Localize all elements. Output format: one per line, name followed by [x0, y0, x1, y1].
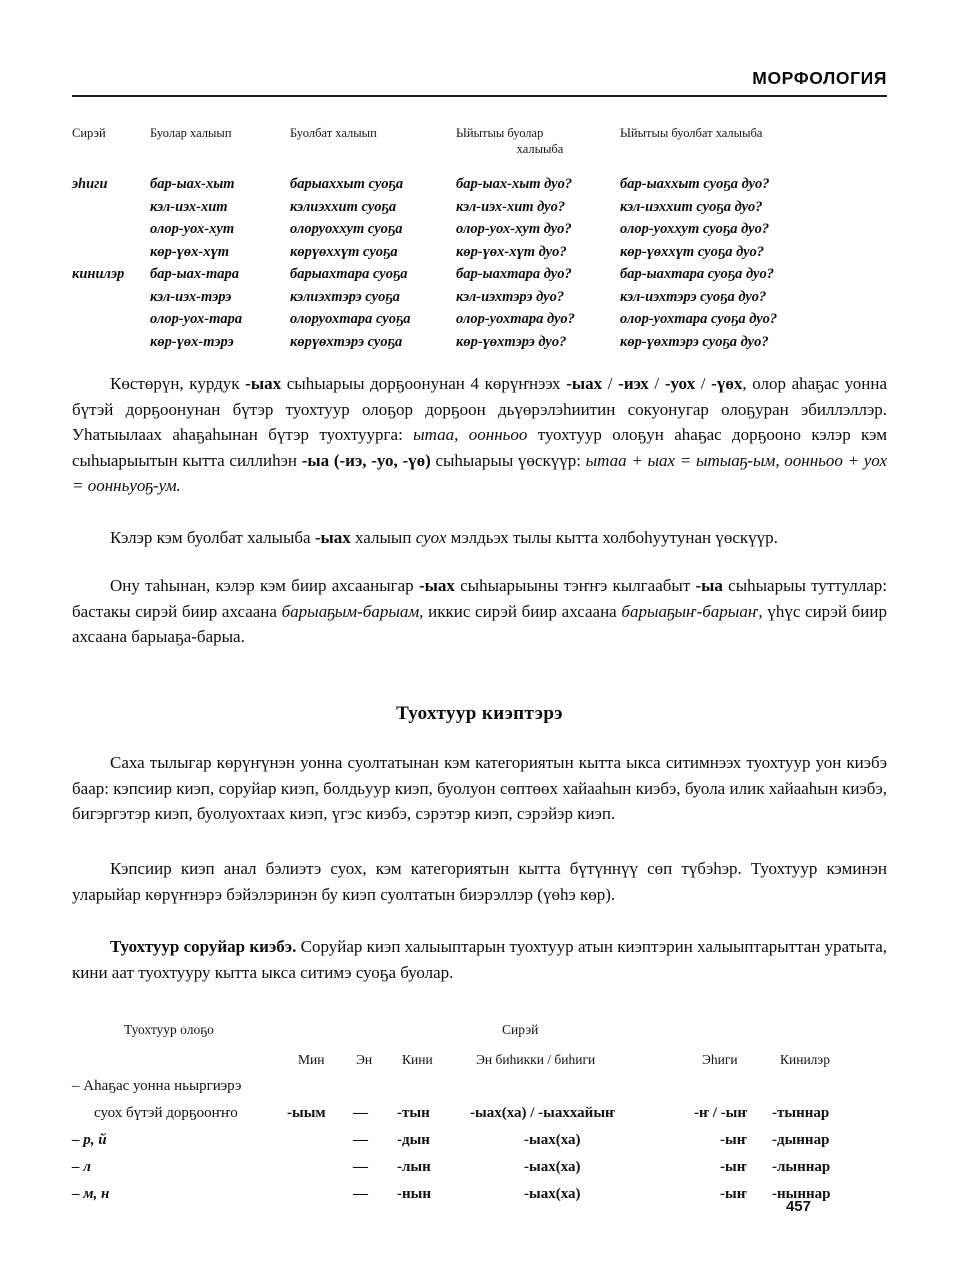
conjugation-table	[72, 1022, 887, 1213]
cell-interrogative-negative: кэл-иэххит суоҕа дуо?	[620, 198, 763, 215]
conjugation-row-1-en: —	[353, 1132, 368, 1148]
conjugation-row-1-label: – р, й	[72, 1132, 107, 1148]
cell-interrogative: көр-үөхтэрэ дуо?	[456, 333, 567, 350]
cell-affirmative: бар-ыах-хыт	[150, 176, 235, 193]
cell-interrogative-negative: бар-ыаххыт суоҕа дуо?	[620, 176, 770, 193]
conjugation-row-2-kini: -лын	[397, 1159, 431, 1175]
paradigm-header-interrogative-line2: халыыба	[516, 141, 564, 156]
cell-negative: кэлиэхтэрэ суоҕа	[290, 288, 400, 305]
table-row	[72, 263, 887, 286]
conjugation-row-1-kiniler: -дыннар	[772, 1132, 830, 1148]
conjugation-row-label-line	[72, 1078, 887, 1105]
paragraph-6: Туохтуур соруйар киэбэ. Соруйар киэп халыыптарын туохтуур атын киэптэрин халыыптарыттан уратыта, кини аат туохтууру кытта ыкса ситимэ суоҕа буолар.	[72, 937, 887, 982]
conjugation-table-body	[72, 1078, 887, 1213]
table-row	[72, 241, 887, 264]
conjugation-row-3-both: -ыах(ха)	[524, 1186, 581, 1202]
cell-interrogative-negative: кэл-иэхтэрэ суоҕа дуо?	[620, 288, 767, 305]
paradigm-table-header-row	[72, 126, 887, 157]
paradigm-header-interrogative-line1: Ыйытыы буолар	[456, 126, 544, 140]
conjugation-row-0-kiniler: -тыннар	[772, 1105, 830, 1121]
cell-person	[72, 196, 150, 219]
conjugation-row-1-both: -ыах(ха)	[524, 1132, 581, 1148]
table-row	[72, 286, 887, 309]
section-heading: Туохтуур киэптэрэ	[396, 703, 563, 724]
table-row	[72, 308, 887, 331]
cell-negative: кэлиэххит суоҕа	[290, 198, 397, 215]
cell-affirmative: олор-уох-тара	[150, 311, 243, 328]
table-row	[72, 173, 887, 196]
paragraph-3: Ону таһынан, кэлэр кэм биир ахсааныгар -ыах сыһыарыыны тэҥҥэ кылгаабыт -ыа сыһыарыы туттуллар: бастакы сирэй биир ахсаана барыаҕым-барыам, иккис сирэй биир ахсаана барыаҕыҥ-барыаҥ, үһүс сирэй биир ахсаана барыаҕа-барыа.	[72, 576, 888, 647]
cell-negative: барыаххыт суоҕа	[290, 176, 404, 193]
paragraph-5: Кэпсиир киэп анал бэлиэтэ суох, кэм категориятын кытта бүтүннүү сөп түбэһэр. Туохтуур кэминэн уларыйар көрүҥнэрэ бэйэлэринэн бу киэп суолтатын биэрэллэр (үөһэ көр).	[72, 859, 887, 904]
paradigm-header-negative-line1: Буолбат халыып	[290, 126, 377, 140]
cell-person: кинилэр	[72, 266, 125, 283]
cell-affirmative: олор-уох-хут	[150, 221, 235, 238]
cell-interrogative: көр-үөх-хүт дуо?	[456, 243, 567, 260]
table-row	[72, 196, 887, 219]
conjugation-row-3-ehigi: -ыҥ	[720, 1186, 747, 1202]
cell-interrogative-negative: бар-ыахтара суоҕа дуо?	[620, 266, 774, 283]
paragraph-2: Кэлэр кэм буолбат халыыба -ыах халыып суох мэлдьэх тылы кытта холбоһуутунан үөскүүр.	[110, 528, 778, 547]
cell-interrogative-negative: көр-үөхтэрэ суоҕа дуо?	[620, 333, 769, 350]
conjugation-header-row	[72, 1052, 887, 1078]
conjugation-title-stem: Туохтуур олоҕо	[124, 1022, 214, 1037]
page-number: 457	[785, 1198, 811, 1215]
cell-interrogative-negative: олор-уоххут суоҕа дуо?	[620, 221, 770, 238]
cell-negative: олоруохтара суоҕа	[290, 311, 411, 328]
cell-interrogative: кэл-иэхтэрэ дуо?	[456, 288, 565, 305]
header-rule	[72, 95, 887, 97]
cell-interrogative: кэл-иэх-хит дуо?	[456, 198, 566, 215]
cell-negative: барыахтара суоҕа	[290, 266, 408, 283]
cell-interrogative-negative: олор-уохтара суоҕа дуо?	[620, 311, 778, 328]
conjugation-row-2-both: -ыах(ха)	[524, 1159, 581, 1175]
cell-interrogative-negative: көр-үөххүт суоҕа дуо?	[620, 243, 765, 260]
paradigm-header-person	[72, 126, 150, 157]
cell-person	[72, 331, 150, 354]
cell-interrogative: олор-уох-хут дуо?	[456, 221, 572, 238]
paradigm-header-interrogative	[456, 126, 620, 157]
paradigm-header-person-line1: Сирэй	[72, 126, 106, 140]
cell-negative: көрүөххүт суоҕа	[290, 243, 398, 260]
paragraph-4: Саха тылыгар көрүҥүнэн уонна суолтатынан кэм категориятын кытта ыкса ситимнээх туохтуур уон киэбэ баар: кэпсиир киэп, соруйар киэп, болдьуур киэп, буолуон сөптөөх хайааһын киэбэ, буола илик хайааһын киэбэ, бигэргэтэр киэп, буолуохтаах киэп, үгэс киэбэ, сэрэтэр киэп, сэрэйэр киэп.	[72, 753, 887, 824]
conjugation-row-0-en: —	[353, 1105, 368, 1121]
conjugation-row-0-label-line1: – Аһаҕас уонна ньыргиэрэ	[72, 1078, 242, 1094]
cell-person	[72, 308, 150, 331]
conjugation-table-titles	[72, 1022, 887, 1044]
cell-person: эһиги	[72, 176, 108, 193]
table-row	[72, 1159, 887, 1186]
conjugation-row-3-kini: -нын	[397, 1186, 431, 1202]
cell-affirmative: көр-үөх-хүт	[150, 243, 230, 260]
paradigm-table	[72, 126, 887, 353]
cell-affirmative: кэл-иэх-хит	[150, 198, 228, 215]
paradigm-header-affirmative	[150, 126, 290, 157]
running-head: МОРФОЛОГИЯ	[752, 68, 887, 88]
conjugation-row-0-kini: -тын	[397, 1105, 430, 1121]
paradigm-header-interrogative-negative-line1: Ыйытыы буолбат халыыба	[620, 126, 763, 140]
cell-negative: олоруоххут суоҕа	[290, 221, 403, 238]
conjugation-title-person: Сирэй	[502, 1022, 539, 1037]
cell-affirmative: көр-үөх-тэрэ	[150, 333, 234, 350]
cell-person	[72, 241, 150, 264]
table-row	[72, 331, 887, 354]
cell-person	[72, 286, 150, 309]
cell-interrogative: бар-ыах-хыт дуо?	[456, 176, 573, 193]
conjugation-header-kini: Кини	[402, 1052, 433, 1067]
conjugation-row-2-label: – л	[72, 1159, 91, 1175]
conjugation-header-ehigi: Эһиги	[702, 1052, 738, 1067]
paradigm-header-negative	[290, 126, 456, 157]
paradigm-table-body	[72, 173, 887, 353]
conjugation-row-0-both: -ыах(ха) / -ыаххайыҥ	[470, 1105, 616, 1121]
conjugation-header-both: Эн биһикки / биһиги	[476, 1052, 596, 1067]
conjugation-header-en: Эн	[356, 1052, 373, 1067]
paragraph-1: Көстөрүн, курдук -ыах сыһыарыы дорҕоонунан 4 көрүҥнээх -ыах / -иэх / -уох / -үөх, олор аһаҕас уонна бүтэй дорҕоонунан бүтэр туохтуур олоҕор дорҕоон дьүөрэлэһиитин сокуонугар олоҕуран эбиллэллэр. Уһатыылаах аһаҕаһынан бүтэр туохтуурга: ытаа, оонньоо туохтуур олоҕун аһаҕас дорҕооно кэлэр кэм сыһыарыытын кытта силлиһэн -ыа (-иэ, -уо, -үө) сыһыарыы үөскүүр: ытаа + ыах = ытыаҕ-ым, оонньоо + уох = оонньуоҕ-ум.	[72, 374, 888, 496]
conjugation-row-2-en: —	[353, 1159, 368, 1175]
conjugation-row-2-ehigi: -ыҥ	[720, 1159, 747, 1175]
table-row	[72, 1105, 887, 1132]
conjugation-row-0-label-line2: суох бүтэй дорҕооҥҥо	[94, 1105, 238, 1121]
conjugation-header-min: Мин	[298, 1052, 325, 1067]
conjugation-row-3-label: – м, н	[72, 1186, 110, 1202]
cell-affirmative: кэл-иэх-тэрэ	[150, 288, 232, 305]
conjugation-row-3-kiniler: -ныннар	[772, 1186, 831, 1202]
cell-affirmative: бар-ыах-тара	[150, 266, 239, 283]
conjugation-row-2-kiniler: -лыннар	[772, 1159, 831, 1175]
cell-negative: көрүөхтэрэ суоҕа	[290, 333, 403, 350]
cell-person	[72, 218, 150, 241]
conjugation-row-1-ehigi: -ыҥ	[720, 1132, 747, 1148]
paradigm-header-interrogative-negative	[620, 126, 865, 157]
conjugation-row-3-en: —	[353, 1186, 368, 1202]
table-row	[72, 1132, 887, 1159]
cell-interrogative: бар-ыахтара дуо?	[456, 266, 572, 283]
paradigm-header-affirmative-line1: Буолар халыып	[150, 126, 232, 140]
conjugation-row-1-kini: -дын	[397, 1132, 430, 1148]
conjugation-row-0-ehigi: -ҥ / -ыҥ	[694, 1105, 748, 1121]
cell-interrogative: олор-уохтара дуо?	[456, 311, 575, 328]
conjugation-header-kiniler: Кинилэр	[780, 1052, 830, 1067]
conjugation-row-0-min: -ыым	[287, 1105, 326, 1121]
table-row	[72, 218, 887, 241]
